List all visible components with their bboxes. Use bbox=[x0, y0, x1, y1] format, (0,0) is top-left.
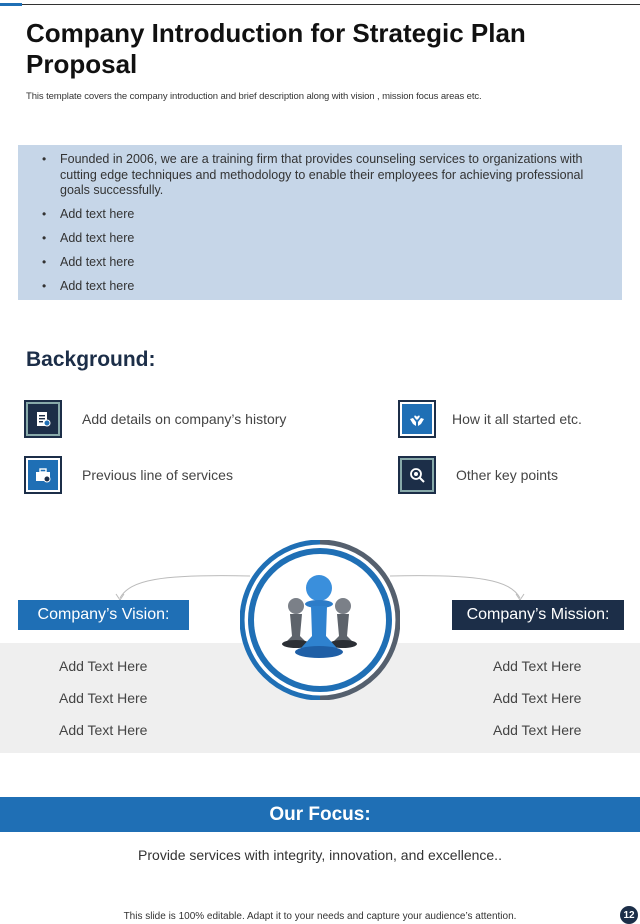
intro-list bbox=[18, 145, 622, 295]
top-accent bbox=[0, 3, 22, 6]
focus-text: Provide services with integrity, innovation, and excellence.. bbox=[138, 847, 502, 863]
intro-bullet: • Add text here bbox=[42, 207, 598, 223]
page-title: Company Introduction for Strategic Plan Proposal bbox=[26, 18, 526, 79]
background-item-label: Add details on company’s history bbox=[82, 411, 287, 427]
magnifier-icon bbox=[400, 458, 434, 492]
vision-title: Company’s Vision: bbox=[18, 600, 189, 630]
footer-note: This slide is 100% editable. Adapt it to your needs and capture your audience’s attention. bbox=[123, 911, 517, 922]
top-rule bbox=[0, 4, 640, 5]
page-number: 12 bbox=[620, 906, 638, 924]
focus-title: Our Focus: bbox=[0, 797, 640, 832]
background-item-label: How it all started etc. bbox=[452, 411, 582, 427]
vision-item: Add Text Here bbox=[59, 690, 148, 706]
background-item-started bbox=[400, 402, 582, 436]
intro-bullet: • Add text here bbox=[42, 279, 598, 295]
page-subtitle: This template covers the company introduction and brief description along with vision , mission focus areas etc. bbox=[26, 91, 482, 102]
background-item-history bbox=[26, 402, 286, 436]
hands-heart-icon bbox=[400, 402, 434, 436]
mission-item: Add Text Here bbox=[493, 658, 582, 674]
background-heading: Background: bbox=[26, 348, 156, 371]
vision-item: Add Text Here bbox=[59, 722, 148, 738]
mission-item: Add Text Here bbox=[493, 722, 582, 738]
chess-pawns-icon bbox=[240, 540, 400, 700]
intro-bullet: • Add text here bbox=[42, 255, 598, 271]
center-emblem bbox=[240, 540, 400, 700]
background-item-label: Other key points bbox=[456, 467, 558, 483]
intro-panel bbox=[18, 145, 622, 300]
mission-title: Company’s Mission: bbox=[452, 600, 624, 630]
intro-bullet: • Founded in 2006, we are a training firm that provides counseling services to organizations with cutting edge techniques and methodology to enable their employees for achieving professional goals successfully. bbox=[42, 152, 598, 199]
intro-bullet: • Add text here bbox=[42, 231, 598, 247]
briefcase-icon bbox=[26, 458, 60, 492]
background-item-label: Previous line of services bbox=[82, 467, 233, 483]
mission-item: Add Text Here bbox=[493, 690, 582, 706]
document-icon bbox=[26, 402, 60, 436]
background-item-keypoints bbox=[400, 458, 558, 492]
background-item-services bbox=[26, 458, 233, 492]
vision-item: Add Text Here bbox=[59, 658, 148, 674]
